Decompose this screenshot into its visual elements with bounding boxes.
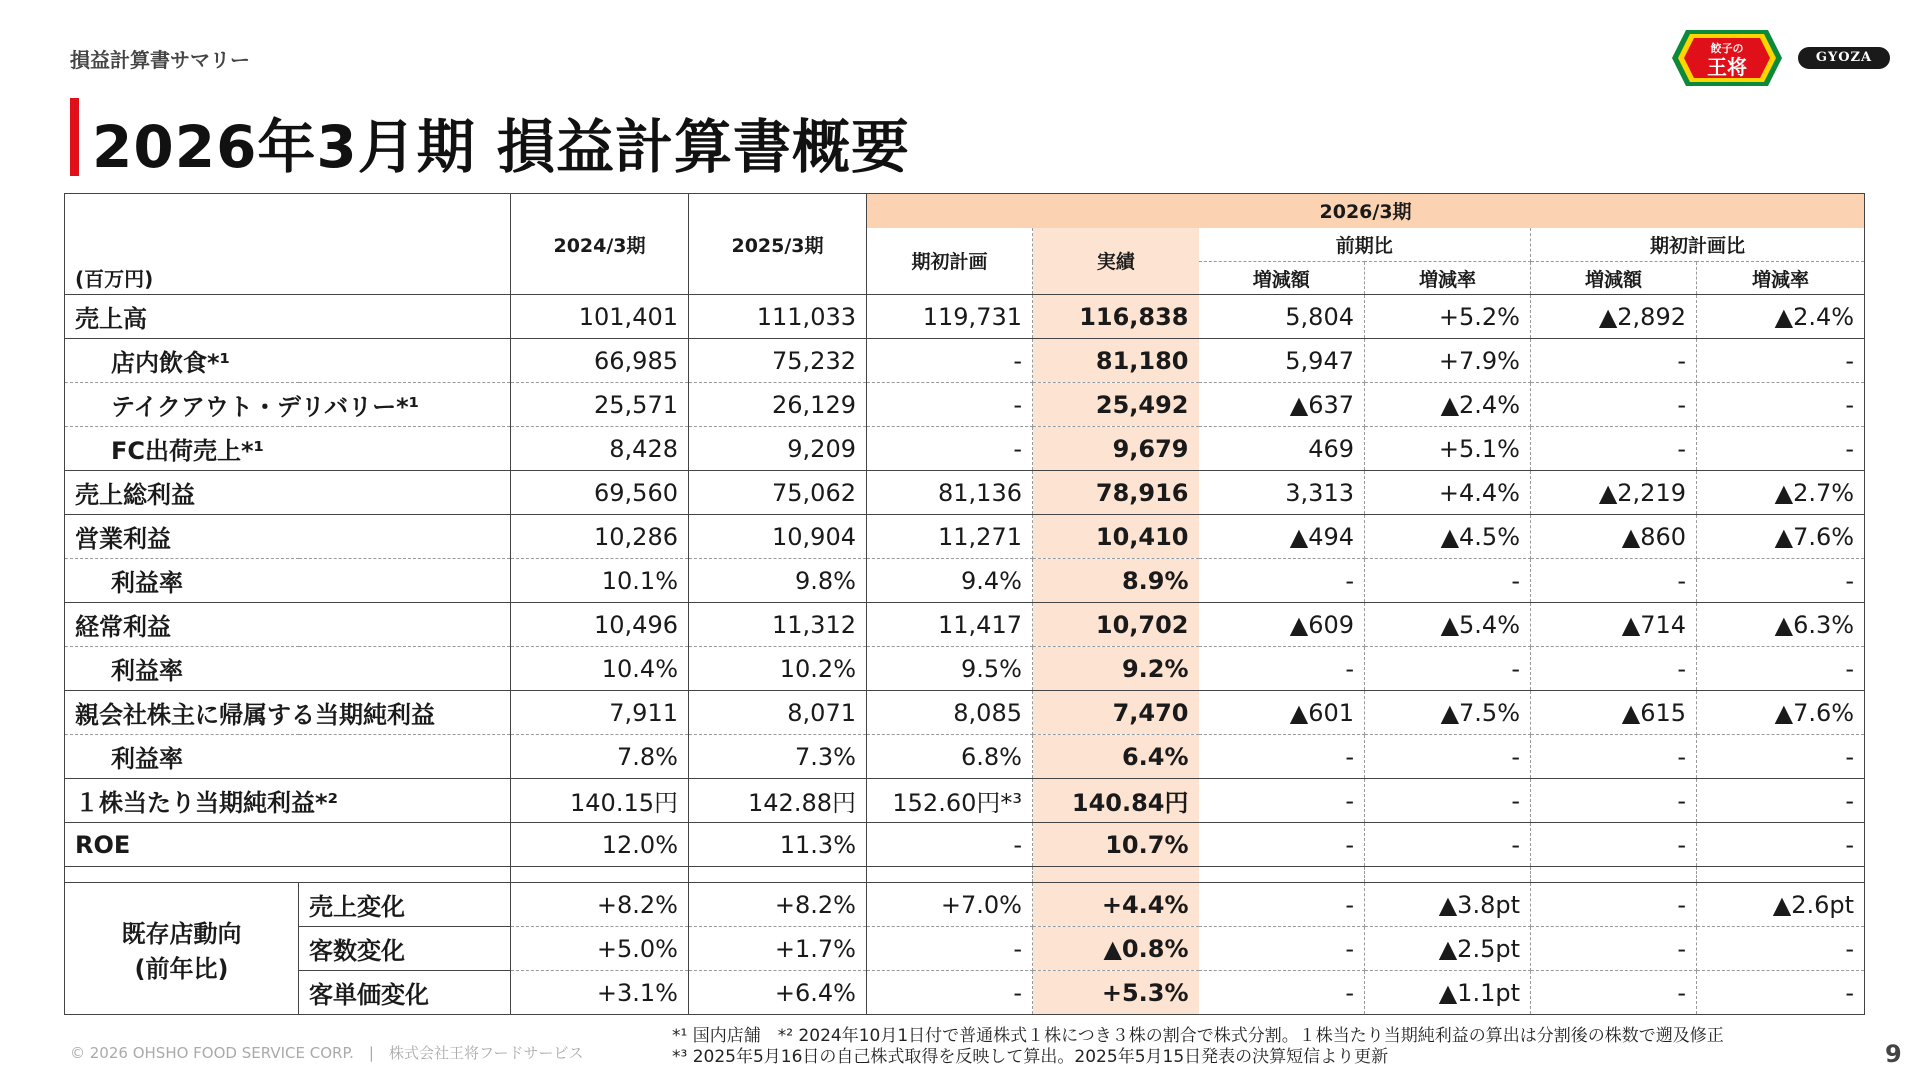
table-cell: -	[1199, 735, 1365, 779]
table-cell: -	[1697, 427, 1865, 471]
table-cell: 10,702	[1033, 603, 1199, 647]
table-cell: -	[1531, 883, 1697, 927]
table-cell: 10.4%	[511, 647, 689, 691]
row-label: 客単価変化	[299, 971, 511, 1015]
table-cell: -	[1531, 927, 1697, 971]
row-label: ROE	[65, 823, 511, 867]
table-cell: +3.1%	[511, 971, 689, 1015]
table-cell: 8,428	[511, 427, 689, 471]
table-cell: -	[1697, 383, 1865, 427]
table-row	[65, 515, 1865, 559]
table-cell: -	[1531, 427, 1697, 471]
table-cell: ▲860	[1531, 515, 1697, 559]
table-cell: ▲637	[1199, 383, 1365, 427]
row-label: 売上総利益	[65, 471, 511, 515]
table-cell: 140.15円	[511, 779, 689, 823]
table-cell: 7,911	[511, 691, 689, 735]
table-cell: 7,470	[1033, 691, 1199, 735]
table-cell: -	[867, 339, 1033, 383]
col-header-plan-rate: 増減率	[1697, 262, 1865, 295]
table-cell: ▲609	[1199, 603, 1365, 647]
table-cell: -	[867, 823, 1033, 867]
copyright: © 2026 OHSHO FOOD SERVICE CORP. | 株式会社王将フードサービス	[70, 1044, 584, 1062]
table-cell: 10,410	[1033, 515, 1199, 559]
table-cell: -	[1531, 339, 1697, 383]
table-cell: -	[1697, 823, 1865, 867]
table-row	[65, 927, 1865, 971]
table-cell: 10,904	[689, 515, 867, 559]
table-cell: +5.1%	[1365, 427, 1531, 471]
table-cell: +6.4%	[689, 971, 867, 1015]
table-cell: 9,679	[1033, 427, 1199, 471]
table-cell: 81,136	[867, 471, 1033, 515]
table-row	[65, 427, 1865, 471]
table-cell: ▲2,219	[1531, 471, 1697, 515]
table-row	[65, 339, 1865, 383]
table-cell: 10,496	[511, 603, 689, 647]
table-row	[65, 779, 1865, 823]
table-cell: -	[1697, 779, 1865, 823]
table-cell: 11,312	[689, 603, 867, 647]
table-row	[65, 559, 1865, 603]
page-title: 2026年3月期 損益計算書概要	[92, 113, 910, 181]
table-cell: -	[1365, 779, 1531, 823]
table-cell: -	[1365, 559, 1531, 603]
table-cell: 9,209	[689, 427, 867, 471]
table-cell: 10.7%	[1033, 823, 1199, 867]
row-label: 営業利益	[65, 515, 511, 559]
table-cell: +4.4%	[1033, 883, 1199, 927]
col-header-vs-plan: 期初計画比	[1531, 228, 1865, 262]
table-row	[65, 383, 1865, 427]
table-cell: ▲7.6%	[1697, 691, 1865, 735]
table-cell: -	[1531, 823, 1697, 867]
table-cell: -	[1531, 735, 1697, 779]
table-cell: 469	[1199, 427, 1365, 471]
table-cell: 152.60円*³	[867, 779, 1033, 823]
table-cell: 69,560	[511, 471, 689, 515]
footnote-2: *³ 2025年5月16日の自己株式取得を反映して算出。2025年5月15日発表の決算短信より更新	[672, 1047, 1389, 1067]
table-cell: ▲494	[1199, 515, 1365, 559]
table-cell: 8,071	[689, 691, 867, 735]
table-cell: +8.2%	[689, 883, 867, 927]
table-cell: 11,417	[867, 603, 1033, 647]
table-cell: -	[1199, 779, 1365, 823]
table-cell: 75,062	[689, 471, 867, 515]
table-cell: 116,838	[1033, 295, 1199, 339]
col-header-fy2024: 2024/3期	[511, 194, 689, 295]
col-header-yoy: 前期比	[1199, 228, 1531, 262]
table-cell: ▲2.5pt	[1365, 927, 1531, 971]
table-row	[65, 647, 1865, 691]
table-cell: ▲615	[1531, 691, 1697, 735]
table-cell: 142.88円	[689, 779, 867, 823]
table-cell: 8.9%	[1033, 559, 1199, 603]
col-header-plan-amount: 増減額	[1531, 262, 1697, 295]
existing-store-title: 既存店動向	[121, 919, 242, 948]
table-cell: -	[1531, 971, 1697, 1015]
row-label: 売上変化	[299, 883, 511, 927]
table-cell: 9.2%	[1033, 647, 1199, 691]
table-row	[65, 691, 1865, 735]
table-cell: +5.3%	[1033, 971, 1199, 1015]
table-cell: ▲2.4%	[1365, 383, 1531, 427]
row-label: 経常利益	[65, 603, 511, 647]
table-cell: +5.0%	[511, 927, 689, 971]
table-row	[65, 295, 1865, 339]
table-cell: -	[1199, 971, 1365, 1015]
table-cell: ▲3.8pt	[1365, 883, 1531, 927]
table-cell: 81,180	[1033, 339, 1199, 383]
section-label: 損益計算書サマリー	[70, 48, 250, 72]
row-label: 客数変化	[299, 927, 511, 971]
table-cell: ▲1.1pt	[1365, 971, 1531, 1015]
table-cell: 5,804	[1199, 295, 1365, 339]
table-cell: 75,232	[689, 339, 867, 383]
col-header-fy2026: 2026/3期	[867, 194, 1865, 228]
table-cell: +7.0%	[867, 883, 1033, 927]
title-accent-bar	[70, 98, 79, 176]
table-cell: -	[1199, 647, 1365, 691]
table-cell: ▲4.5%	[1365, 515, 1531, 559]
spacer-row	[65, 867, 1865, 883]
table-cell: ▲0.8%	[1033, 927, 1199, 971]
table-row	[65, 883, 1865, 927]
table-cell: +7.9%	[1365, 339, 1531, 383]
table-cell: -	[867, 383, 1033, 427]
table-cell: 7.3%	[689, 735, 867, 779]
table-cell: 66,985	[511, 339, 689, 383]
col-header-actual: 実績	[1033, 228, 1199, 295]
table-cell: -	[867, 927, 1033, 971]
table-cell: 25,571	[511, 383, 689, 427]
col-header-yoy-amount: 増減額	[1199, 262, 1365, 295]
table-row	[65, 971, 1865, 1015]
footnote-1: *¹ 国内店舗 *² 2024年10月1日付で普通株式１株につき３株の割合で株式分割。１株当たり当期純利益の算出は分割後の株数で遡及修正	[672, 1026, 1724, 1046]
footnotes	[672, 1026, 1724, 1068]
table-cell: 6.4%	[1033, 735, 1199, 779]
row-label: 親会社株主に帰属する当期純利益	[65, 691, 511, 735]
table-cell: -	[1199, 559, 1365, 603]
table-cell: 12.0%	[511, 823, 689, 867]
table-cell: ▲2.6pt	[1697, 883, 1865, 927]
table-cell: -	[1365, 647, 1531, 691]
page-number: 9	[1885, 1040, 1902, 1068]
table-cell: 11,271	[867, 515, 1033, 559]
table-cell: 10.2%	[689, 647, 867, 691]
table-cell: ▲2,892	[1531, 295, 1697, 339]
table-cell: -	[1531, 779, 1697, 823]
existing-store-group-label	[65, 883, 299, 1015]
table-cell: ▲714	[1531, 603, 1697, 647]
svg-text:餃子の: 餃子の	[1710, 42, 1744, 55]
table-cell: ▲7.5%	[1365, 691, 1531, 735]
table-cell: 10.1%	[511, 559, 689, 603]
row-label: テイクアウト・デリバリー*¹	[65, 383, 511, 427]
unit-label: (百万円)	[65, 194, 511, 295]
table-cell: 11.3%	[689, 823, 867, 867]
table-row	[65, 471, 1865, 515]
col-header-plan: 期初計画	[867, 228, 1033, 295]
gyoza-ohsho-logo-icon	[1672, 30, 1782, 86]
table-cell: ▲601	[1199, 691, 1365, 735]
row-label: 売上高	[65, 295, 511, 339]
table-cell: +8.2%	[511, 883, 689, 927]
table-cell: ▲6.3%	[1697, 603, 1865, 647]
table-cell: 78,916	[1033, 471, 1199, 515]
row-label: 利益率	[65, 647, 511, 691]
table-cell: -	[1697, 339, 1865, 383]
ohsho-wordmark-icon: GYOZA OHSHO	[1798, 47, 1890, 69]
table-cell: ▲7.6%	[1697, 515, 1865, 559]
table-cell: -	[1199, 883, 1365, 927]
table-cell: 3,313	[1199, 471, 1365, 515]
col-header-fy2025: 2025/3期	[689, 194, 867, 295]
table-cell: +4.4%	[1365, 471, 1531, 515]
table-cell: -	[1365, 735, 1531, 779]
col-header-yoy-rate: 増減率	[1365, 262, 1531, 295]
table-row	[65, 823, 1865, 867]
table-cell: 10,286	[511, 515, 689, 559]
table-cell: 26,129	[689, 383, 867, 427]
table-cell: -	[1531, 383, 1697, 427]
table-cell: 9.4%	[867, 559, 1033, 603]
svg-text:王将: 王将	[1707, 55, 1747, 79]
table-cell: +5.2%	[1365, 295, 1531, 339]
table-cell: 9.5%	[867, 647, 1033, 691]
row-label: FC出荷売上*¹	[65, 427, 511, 471]
table-cell: -	[1199, 927, 1365, 971]
table-row	[65, 603, 1865, 647]
table-cell: 101,401	[511, 295, 689, 339]
table-cell: -	[1697, 735, 1865, 779]
table-cell: -	[1697, 927, 1865, 971]
table-cell: 25,492	[1033, 383, 1199, 427]
row-label: １株当たり当期純利益*²	[65, 779, 511, 823]
row-label: 店内飲食*¹	[65, 339, 511, 383]
table-cell: 8,085	[867, 691, 1033, 735]
table-cell: -	[1199, 823, 1365, 867]
table-cell: 119,731	[867, 295, 1033, 339]
existing-store-subtitle: (前年比)	[134, 954, 229, 983]
row-label: 利益率	[65, 559, 511, 603]
table-cell: 7.8%	[511, 735, 689, 779]
table-cell: ▲2.7%	[1697, 471, 1865, 515]
table-cell: 140.84円	[1033, 779, 1199, 823]
table-cell: 9.8%	[689, 559, 867, 603]
table-cell: 6.8%	[867, 735, 1033, 779]
table-cell: -	[1531, 559, 1697, 603]
table-cell: 5,947	[1199, 339, 1365, 383]
table-cell: -	[1697, 971, 1865, 1015]
table-cell: 111,033	[689, 295, 867, 339]
table-cell: -	[867, 971, 1033, 1015]
table-cell: ▲2.4%	[1697, 295, 1865, 339]
table-cell: ▲5.4%	[1365, 603, 1531, 647]
table-cell: -	[1531, 647, 1697, 691]
row-label: 利益率	[65, 735, 511, 779]
company-logo	[1672, 30, 1896, 86]
table-cell: -	[1697, 647, 1865, 691]
table-cell: +1.7%	[689, 927, 867, 971]
table-cell: -	[1697, 559, 1865, 603]
table-cell: -	[1365, 823, 1531, 867]
table-cell: -	[867, 427, 1033, 471]
table-row	[65, 735, 1865, 779]
income-statement-table	[64, 193, 1865, 1015]
